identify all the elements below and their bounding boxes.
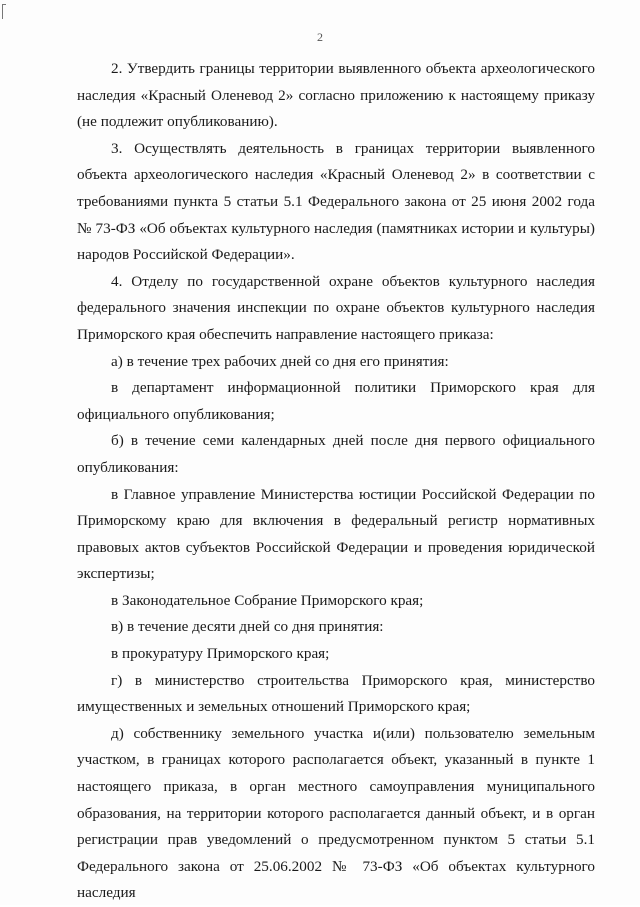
document-body [77, 56, 595, 907]
paragraph-3-activity-requirements: 3. Осуществлять деятельность в границах территории выявленного объекта археологического наследия «Красный Оленевод 2» в соответствии с требованиями пункта 5 статьи 5.1 Федерального закона от 25 июня 2002 года № 73-ФЗ «Об объектах культурного наследия (памятниках истории и культуры) народов Российской Федерации». [77, 139, 595, 264]
subparagraph-g: г) в министерство строительства Приморского края, министерство имущественных и земельных отношений Приморского края; [77, 671, 595, 716]
recipient-prosecutor: в прокуратуру Приморского края; [111, 645, 330, 663]
subparagraph-v: в) в течение десяти дней со дня принятия: [111, 618, 384, 636]
paragraph-4-send-order: 4. Отделу по государственной охране объектов культурного наследия федерального значения инспекции по охране объектов культурного наследия Приморского края обеспечить направление настоящего приказа: [77, 272, 595, 343]
subparagraph-b: б) в течение семи календарных дней после дня первого официального опубликования: [77, 432, 595, 476]
page-number: 2 [317, 30, 323, 44]
recipient-ministry-of-justice: в Главное управление Министерства юстиции Российской Федерации по Приморскому краю для включения в федеральный регистр нормативных правовых актов субъектов Российской Федерации и проведения юридической экспертизы; [77, 485, 595, 583]
subparagraph-d: д) собственнику земельного участка и(или) пользователю земельным участком, в границах которого располагается объект, указанный в пункте 1 настоящего приказа, в орган местного самоуправления муниципального образования, на территории которого располагается данный объект, и в орган регистрации прав уведомлений о предусмотренном пунктом 5 статьи 5.1 Федерального закона от 25.06.2002 № 73-ФЗ «Об объектах культурного наследия [77, 724, 595, 902]
recipient-information-department: в департамент информационной политики Приморского края для официального опубликования; [77, 379, 595, 423]
paragraph-2-approve-boundaries: 2. Утвердить границы территории выявленного объекта археологического наследия «Красный Оленевод 2» согласно приложению к настоящему приказу (не подлежит опубликованию). [77, 60, 595, 131]
subparagraph-a: а) в течение трех рабочих дней со дня его принятия: [111, 352, 449, 370]
scan-corner-mark [2, 4, 6, 19]
recipient-legislative-assembly: в Законодательное Собрание Приморского края; [111, 591, 424, 609]
